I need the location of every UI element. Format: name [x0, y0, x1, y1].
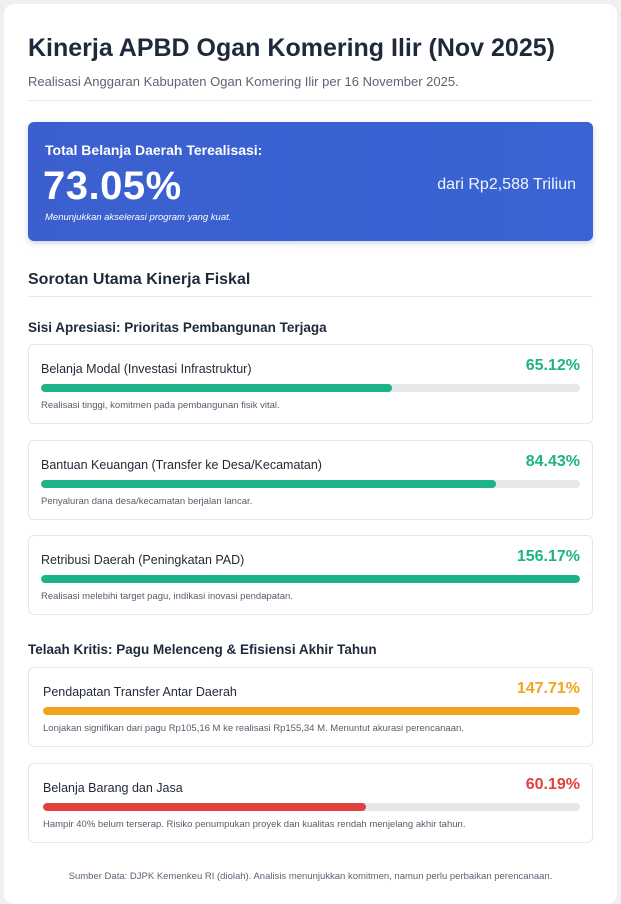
metric-label: Bantuan Keuangan (Transfer ke Desa/Kecamatan)	[41, 458, 322, 472]
highlights-title: Sorotan Utama Kinerja Fiskal	[28, 271, 251, 288]
metric-card-transfer-revenue	[28, 667, 593, 747]
progress-track	[41, 480, 580, 488]
progress-track	[41, 575, 580, 583]
progress-track	[41, 384, 580, 392]
page-title: Kinerja APBD Ogan Komering Ilir (Nov 2025)	[28, 34, 555, 62]
metric-label: Belanja Barang dan Jasa	[43, 781, 183, 795]
metric-label: Retribusi Daerah (Peningkatan PAD)	[41, 553, 245, 567]
page-subtitle: Realisasi Anggaran Kabupaten Ogan Komering Ilir per 16 November 2025.	[28, 74, 459, 89]
metric-card-regional-levy	[28, 535, 593, 615]
metric-value: 84.43%	[525, 453, 580, 470]
progress-fill	[41, 384, 392, 392]
total-budget-amount: dari Rp2,588 Triliun	[437, 176, 576, 193]
total-spending-note: Menunjukkan akselerasi program yang kuat.	[45, 212, 232, 223]
progress-fill	[43, 803, 366, 811]
metric-value: 156.17%	[516, 548, 580, 565]
progress-fill	[41, 575, 580, 583]
metric-label: Pendapatan Transfer Antar Daerah	[43, 685, 237, 699]
header-divider	[28, 100, 593, 101]
metric-description: Realisasi tinggi, komitmen pada pembangunan fisik vital.	[41, 400, 280, 411]
metric-value: 65.12%	[525, 357, 580, 374]
progress-track	[43, 803, 580, 811]
metric-value: 60.19%	[525, 776, 580, 793]
progress-track	[43, 707, 580, 715]
source-footnote: Sumber Data: DJPK Kemenkeu RI (diolah). Analisis menunjukkan komitmen, namun perlu perbaikan perencanaan.	[68, 871, 553, 882]
critical-title: Telaah Kritis: Pagu Melenceng & Efisiensi Akhir Tahun	[28, 642, 377, 657]
appreciation-title: Sisi Apresiasi: Prioritas Pembangunan Terjaga	[28, 320, 327, 335]
metric-description: Realisasi melebihi target pagu, indikasi inovasi pendapatan.	[41, 591, 293, 602]
progress-fill	[43, 707, 580, 715]
progress-fill	[41, 480, 496, 488]
metric-description: Lonjakan signifikan dari pagu Rp105,16 M ke realisasi Rp155,34 M. Menuntut akurasi perencanaan.	[43, 723, 464, 734]
total-spending-label: Total Belanja Daerah Terealisasi:	[45, 142, 263, 158]
metric-card-goods-services	[28, 763, 593, 843]
metric-card-financial-aid	[28, 440, 593, 520]
section-divider	[28, 296, 593, 297]
metric-description: Penyaluran dana desa/kecamatan berjalan lancar.	[41, 496, 253, 507]
metric-card-capital-spending	[28, 344, 593, 424]
report-card	[4, 4, 617, 904]
total-spending-banner	[28, 122, 593, 241]
metric-description: Hampir 40% belum terserap. Risiko penumpukan proyek dan kualitas rendah menjelang akhir tahun.	[43, 819, 466, 830]
metric-label: Belanja Modal (Investasi Infrastruktur)	[41, 362, 252, 376]
total-spending-value: 73.05%	[43, 164, 182, 208]
metric-value: 147.71%	[516, 680, 580, 697]
